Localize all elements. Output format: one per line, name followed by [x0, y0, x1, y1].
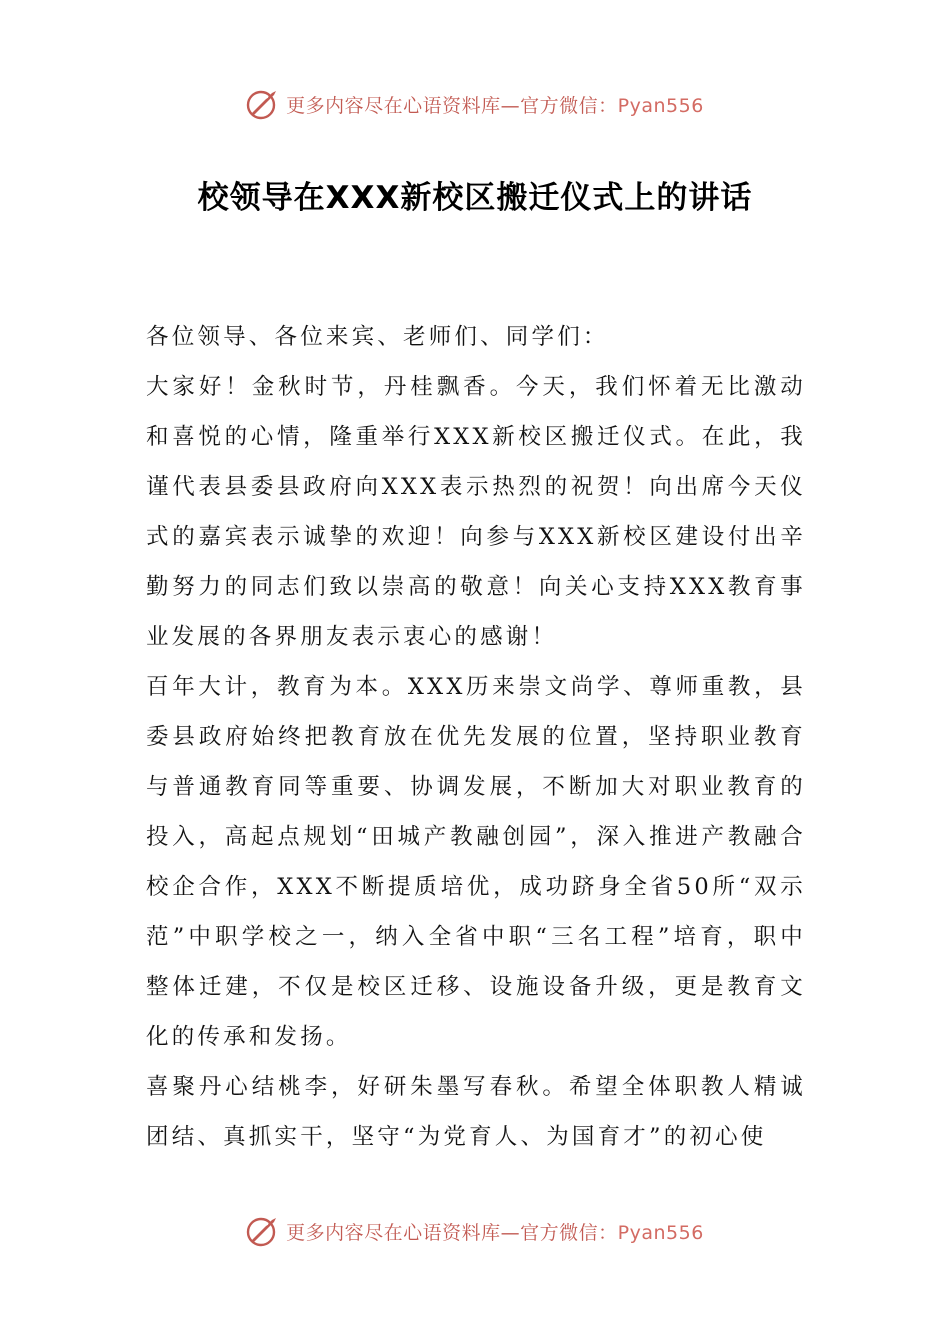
quill-pen-logo-icon	[246, 1214, 280, 1248]
body-paragraph: 喜聚丹心结桃李，好研朱墨写春秋。希望全体职教人精诚团结、真抓实干，坚守“为党育人、为国育才”的初心使	[146, 1074, 806, 1150]
header-watermark	[0, 84, 950, 124]
body-paragraph: 大家好！金秋时节，丹桂飘香。今天，我们怀着无比激动和喜悦的心情，隆重举行XXX新校区搬迁仪式。在此，我谨代表县委县政府向XXX表示热烈的祝贺！向出席今天仪式的嘉宾表示诚挚的欢迎！向参与XXX新校区建设付出辛勤努力的同志们致以崇高的敬意！向关心支持XXX教育事业发展的各界朋友表示衷心的感谢！	[146, 374, 806, 650]
footer-watermark	[0, 1211, 950, 1251]
document-title: 校领导在XXX新校区搬迁仪式上的讲话	[197, 180, 753, 216]
body-paragraph: 百年大计，教育为本。XXX历来崇文尚学、尊师重教，县委县政府始终把教育放在优先发展的位置，坚持职业教育与普通教育同等重要、协调发展，不断加大对职业教育的投入，高起点规划“田城产教融创园”，深入推进产教融合校企合作，XXX不断提质培优，成功跻身全省50所“双示范”中职学校之一，纳入全省中职“三名工程”培育，职中整体迁建，不仅是校区迁移、设施设备升级，更是教育文化的传承和发扬。	[146, 674, 806, 1050]
document-body	[146, 312, 806, 1162]
salutation-paragraph: 各位领导、各位来宾、老师们、同学们：	[146, 324, 609, 350]
watermark-text: 更多内容尽在心语资料库—官方微信：Pyan556	[286, 94, 704, 117]
quill-pen-logo-icon	[246, 87, 280, 121]
watermark-text: 更多内容尽在心语资料库—官方微信：Pyan556	[286, 1221, 704, 1244]
